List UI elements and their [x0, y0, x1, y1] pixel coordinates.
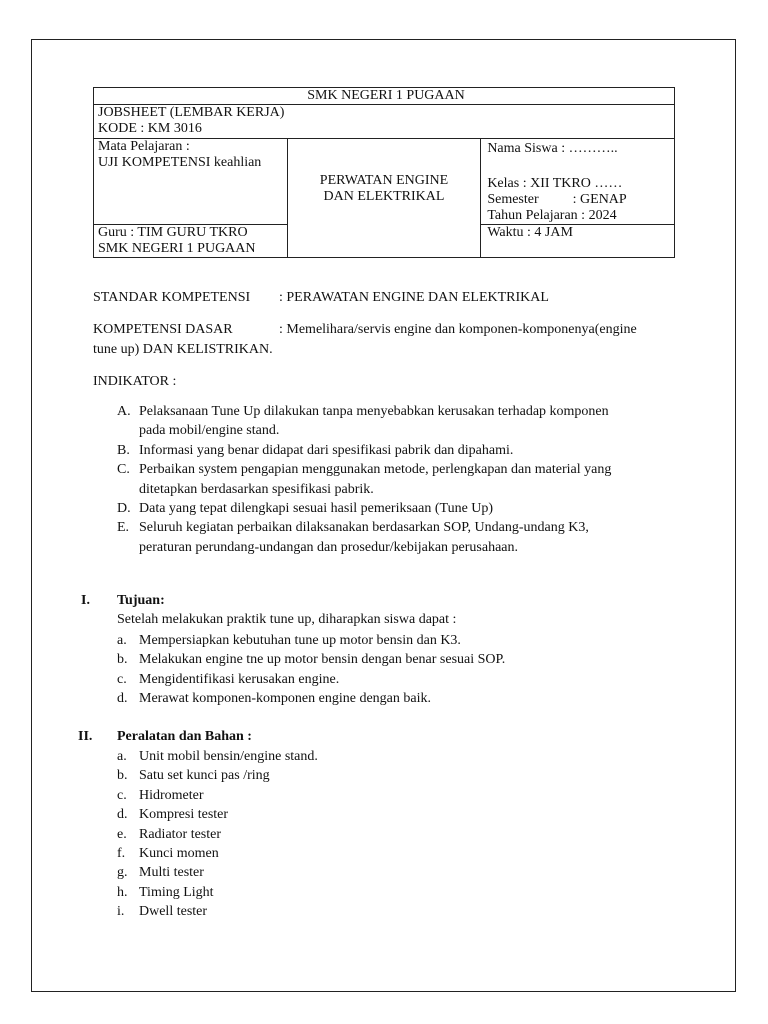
topic-cell [287, 139, 481, 258]
guru-line-1: Guru : TIM GURU TKRO [98, 225, 248, 240]
tujuan-intro: Setelah melakukan praktik tune up, diharapkan siswa dapat : [117, 612, 457, 627]
tujuan-list [117, 631, 505, 709]
list-item: g. Multi tester [117, 865, 204, 881]
list-item: b. Melakukan engine tne up motor bensin dengan benar sesuai SOP. [117, 652, 506, 668]
jobsheet-title: JOBSHEET (LEMBAR KERJA) [98, 105, 285, 120]
tujuan-heading: Tujuan: [117, 593, 165, 608]
waktu: Waktu : 4 JAM [487, 225, 573, 240]
tahun-pelajaran: Tahun Pelajaran : 2024 [487, 208, 617, 223]
kompetensi-value-2: tune up) DAN KELISTRIKAN. [93, 342, 273, 357]
list-item: a. Mempersiapkan kebutuhan tune up motor bensin dan K3. [117, 633, 461, 648]
list-item: c. Mengidentifikasi kerusakan engine. [117, 671, 340, 687]
semester-value: : GENAP [572, 192, 627, 207]
standar-label: STANDAR KOMPETENSI [93, 290, 251, 305]
standar-kompetensi [93, 288, 683, 308]
list-item: B. Informasi yang benar didapat dari spesifikasi pabrik dan dipahami. [117, 442, 514, 458]
mapel-cell [94, 139, 288, 225]
list-item: a. Unit mobil bensin/engine stand. [117, 749, 318, 764]
list-item: E. Seluruh kegiatan perbaikan dilaksanakan berdasarkan SOP, Undang-undang K3, peraturan perundang-undangan dan prosedur/kebijakan perusahaan. [117, 520, 589, 555]
kelas: Kelas : XII TKRO …… [487, 176, 623, 191]
mapel-value: UJI KOMPETENSI keahlian [98, 155, 262, 170]
list-item: c. Hidrometer [117, 787, 204, 803]
topic-line-1: PERWATAN ENGINE [319, 173, 449, 188]
list-item: f. Kunci momen [117, 846, 219, 862]
kompetensi-dasar [93, 320, 683, 360]
list-item: h. Timing Light [117, 884, 214, 900]
mapel-label: Mata Pelajaran : [98, 139, 190, 154]
topic-line-2: DAN ELEKTRIKAL [323, 189, 445, 204]
list-item: i. Dwell tester [117, 904, 208, 920]
tujuan-numeral: I. [81, 593, 90, 608]
indikator-label: INDIKATOR : [93, 374, 177, 389]
guru-cell [94, 225, 288, 258]
standar-value: : PERAWATAN ENGINE DAN ELEKTRIKAL [279, 290, 549, 305]
waktu-cell [481, 225, 675, 258]
jobsheet-cell [94, 105, 675, 139]
peralatan-heading: Peralatan dan Bahan : [117, 729, 252, 744]
school-name: SMK NEGERI 1 PUGAAN [94, 88, 675, 105]
student-info-cell [481, 139, 675, 225]
list-item: e. Radiator tester [117, 826, 222, 842]
semester-label: Semester [487, 192, 539, 207]
list-item: A. Pelaksanaan Tune Up dilakukan tanpa menyebabkan kerusakan terhadap komponen pada mobil/engine stand. [117, 404, 609, 439]
indikator-list [117, 402, 697, 557]
list-item: d. Merawat komponen-komponen engine dengan baik. [117, 691, 431, 707]
nama-siswa: Nama Siswa : ……….. [487, 141, 618, 156]
list-item: D. Data yang tepat dilengkapi sesuai hasil pemeriksaan (Tune Up) [117, 501, 494, 517]
kode: KODE : KM 3016 [98, 121, 202, 136]
kompetensi-label: KOMPETENSI DASAR [93, 322, 233, 337]
peralatan-numeral: II. [78, 729, 93, 744]
peralatan-list [117, 747, 318, 922]
guru-line-2: SMK NEGERI 1 PUGAAN [98, 241, 256, 256]
list-item: C. Perbaikan system pengapian menggunakan metode, perlengkapan dan material yang ditetapkan berdasarkan spesifikasi pabrik. [117, 462, 612, 497]
semester-row [487, 192, 674, 208]
list-item: d. Kompresi tester [117, 807, 229, 823]
kompetensi-value-1: : Memelihara/servis engine dan komponen-komponenya(engine [279, 322, 637, 337]
list-item: b. Satu set kunci pas /ring [117, 768, 270, 784]
header-table [93, 87, 675, 258]
